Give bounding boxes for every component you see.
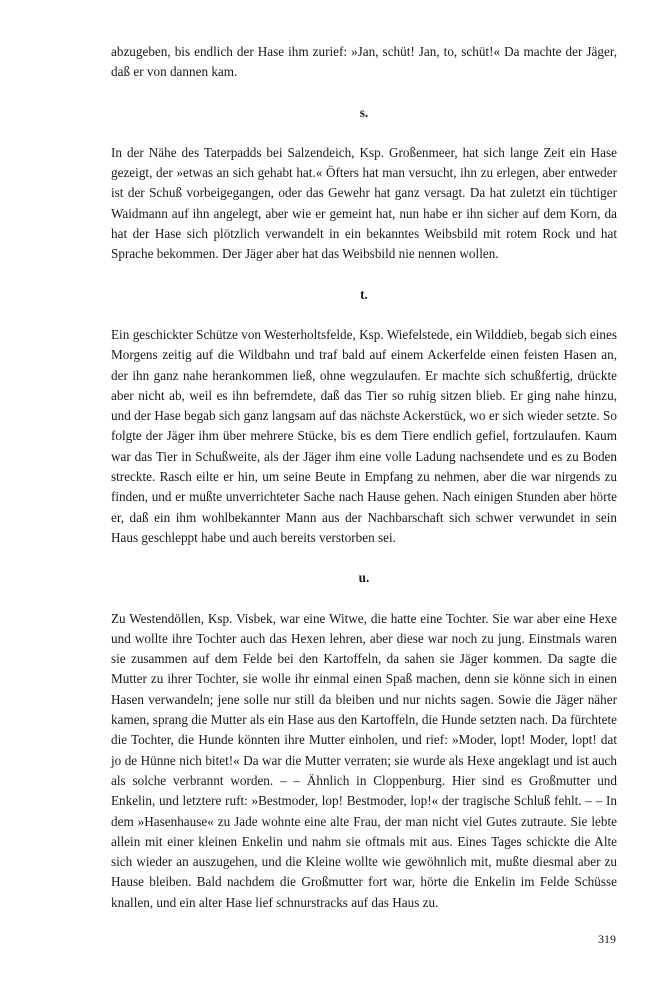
page-body xyxy=(111,42,617,913)
section-heading-t: t. xyxy=(360,286,368,302)
page-number: 319 xyxy=(598,932,616,946)
section-heading-u: u. xyxy=(358,570,370,586)
paragraph-s: In der Nähe des Taterpadds bei Salzendeich, Ksp. Großenmeer, hat sich lange Zeit ein Hase gezeigt, der »etwas an sich gehabt hat.« Öfters hat man versucht, ihn zu erlegen, aber entweder ist der Schuß vorbeigegangen, oder das Gewehr hat ganz versagt. Da hat zuletzt ein tüchtiger Waidmann auf ihn angelegt, aber wie er gemeint hat, nun habe er ihn sicher auf dem Korn, da hat der Hase sich plötzlich verwandelt in ein bekanntes Weibsbild mit rotem Rock und hat Sprache bekommen. Der Jäger aber hat das Weibsbild nie nennen wollen. xyxy=(111,144,617,262)
section-heading-s: s. xyxy=(359,104,369,120)
paragraph-t: Ein geschickter Schütze von Westerholtsfelde, Ksp. Wiefelstede, ein Wilddieb, begab sich eines Morgens zeitig auf die Wildbahn und traf bald auf einem Ackerfelde einen feisten Hasen an, der ihn ganz nahe herankommen ließ, ohne wegzulaufen. Er machte sich schußfertig, drückte aber nicht ab, weil es ihn befremdete, daß das Tier so ruhig sitzen blieb. Er ging nahe hinzu, und der Hase begab sich ganz langsam auf das nächste Ackerstück, wo er sich wieder setzte. So folgte der Jäger ihm über mehrere Stücke, bis es dem Tiere endlich gefiel, fortzulaufen. Kaum war das Tier in Schußweite, als der Jäger ihm eine volle Ladung nachsendete und es zu Boden streckte. Rasch eilte er hin, um seine Beute in Empfang zu nehmen, aber die war nirgends zu finden, und er mußte unverrichteter Sache nach Hause gehen. Nach einigen Stunden aber hörte er, daß ein ihm wohlbekannter Mann aus der Nachbarschaft sich schwer verwundet in sein Haus geschleppt habe und auch bereits verstorben sei. xyxy=(111,326,617,545)
paragraph-continuation: abzugeben, bis endlich der Hase ihm zurief: »Jan, schüt! Jan, to, schüt!« Da machte der Jäger, daß er von dannen kam. xyxy=(111,44,617,80)
paragraph-u: Zu Westendöllen, Ksp. Visbek, war eine Witwe, die hatte eine Tochter. Sie war aber eine Hexe und wollte ihre Tochter auch das Hexen lehren, aber diese war noch zu jung. Einstmals waren sie zusammen auf dem Felde bei den Kartoffeln, da sahen sie Jäger kommen. Da sagte die Mutter zu ihrer Tochter, sie wolle ihr einmal einen Spaß machen, denn sie könne sich in einen Hasen verwandeln; jene solle nur still da bleiben und nur nichts sagen. Sowie die Jäger näher kamen, sprang die Mutter als ein Hase aus den Kartoffeln, die Hunde setzten nach. Da fürchtete die Tochter, die Hunde könnten ihre Mutter einholen, und rief: »Moder, lopt! Moder, lopt! dat jo de Hünne nich bitet!« Da war die Mutter verraten; sie wurde als Hexe angeklagt und ist auch als solche verbrannt worden. – – Ähnlich in Cloppenburg. Hier sind es Großmutter und Enkelin, und letztere ruft: »Bestmoder, lop! Bestmoder, lop!« der tragische Schluß fehlt. – – In dem »Hasenhause« zu Jade wohnte eine alte Frau, der man nicht viel Gutes zutraute. Sie lebte allein mit einer kleinen Enkelin und nahm sie oftmals mit aus. Eines Tages schickte die Alte sich wieder an auszugehen, und die Kleine wollte wie gewöhnlich mit, mußte diesmal aber zu Hause bleiben. Bald nachdem die Großmutter fort war, hörte die Enkelin im Felde Schüsse knallen, und ein alter Hase lief schnurstracks auf das Haus zu. xyxy=(111,610,617,910)
